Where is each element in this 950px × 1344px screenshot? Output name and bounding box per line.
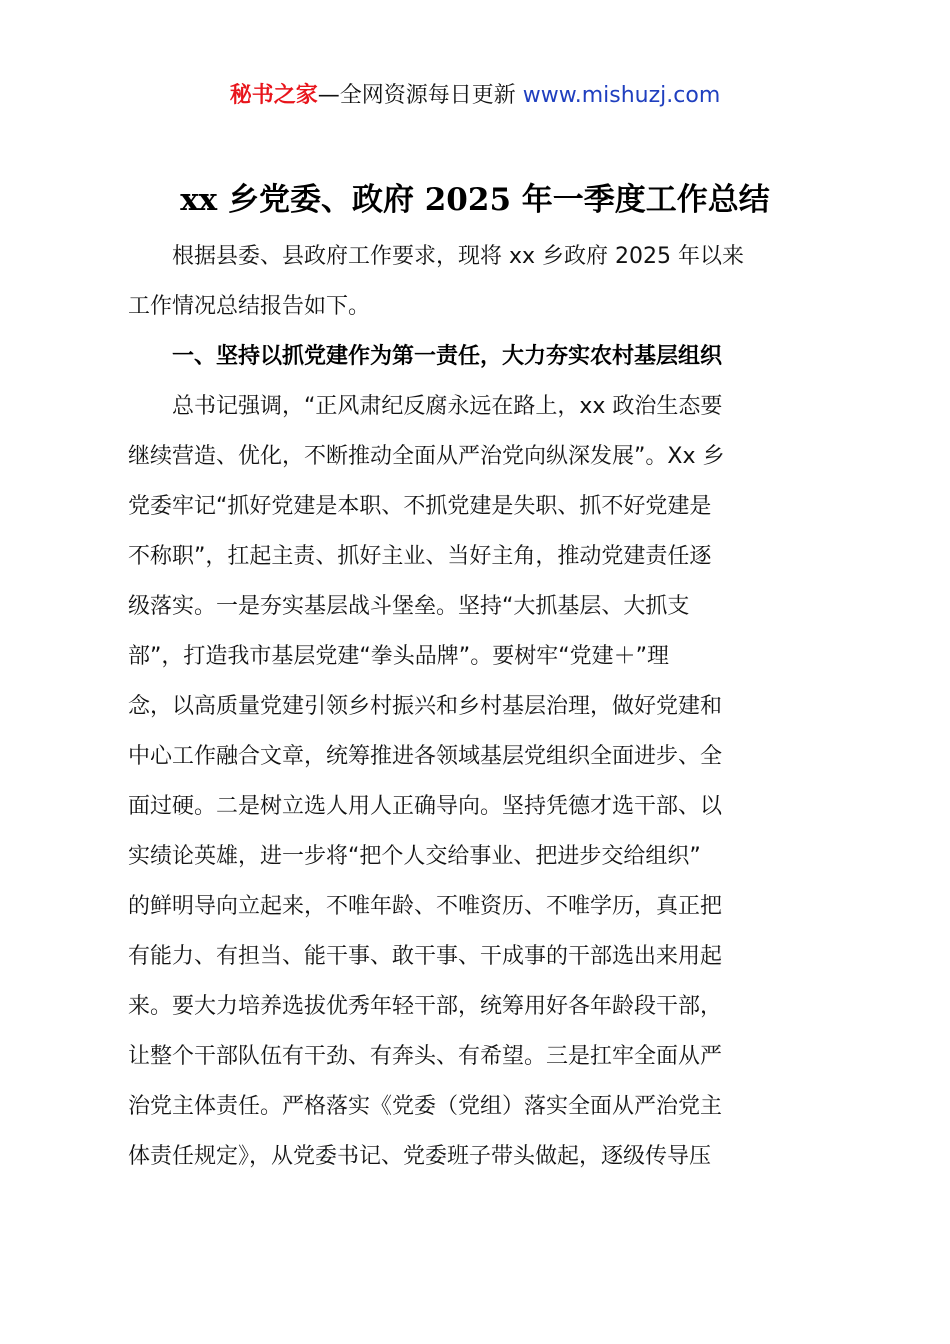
body-line: 部”，打造我市基层党建“拳头品牌”。要树牢“党建＋”理 [128,644,669,669]
header-tagline: —全网资源每日更新 [317,83,516,108]
body-line: 党委牢记“抓好党建是本职、不抓党建是失职、抓不好党建是 [128,494,712,519]
body-line: 的鲜明导向立起来，不唯年龄、不唯资历、不唯学历，真正把 [128,894,723,919]
body-line: 总书记强调，“正风肃纪反腐永远在路上，xx 政治生态要 [128,394,723,419]
document-title: xx 乡党委、政府 2025 年一季度工作总结 [180,182,770,218]
body-line: 级落实。一是夯实基层战斗堡垒。坚持“大抓基层、大抓支 [128,594,690,619]
body-line: 实绩论英雄，进一步将“把个人交给事业、把进步交给组织” [128,844,701,869]
body-line: 有能力、有担当、能干事、敢干事、干成事的干部选出来用起 [128,944,723,969]
body-line: 体责任规定》，从党委书记、党委班子带头做起，逐级传导压 [128,1144,712,1169]
body-line: 根据县委、县政府工作要求，现将 xx 乡政府 2025 年以来 [128,244,745,269]
brand-name: 秘书之家 [229,83,318,108]
site-url-link[interactable]: www.mishuzj.com [522,83,721,108]
body-line: 不称职”，扛起主责、抓好主业、当好主角，推动党建责任逐 [128,544,712,569]
body-line: 继续营造、优化，不断推动全面从严治党向纵深发展”。Xx 乡 [128,444,725,469]
site-header [0,80,950,112]
section-heading: 一、坚持以抓党建作为第一责任，大力夯实农村基层组织 [128,344,723,369]
document-body [128,232,828,1182]
body-line: 来。要大力培养选拔优秀年轻干部，统筹用好各年龄段干部， [128,994,723,1019]
body-line: 治党主体责任。严格落实《党委（党组）落实全面从严治党主 [128,1094,723,1119]
body-line: 工作情况总结报告如下。 [128,294,371,319]
body-line: 面过硬。二是树立选人用人正确导向。坚持凭德才选干部、以 [128,794,723,819]
body-line: 念，以高质量党建引领乡村振兴和乡村基层治理，做好党建和 [128,694,723,719]
body-line: 让整个干部队伍有干劲、有奔头、有希望。三是扛牢全面从严 [128,1044,723,1069]
body-line: 中心工作融合文章，统筹推进各领域基层党组织全面进步、全 [128,744,723,769]
